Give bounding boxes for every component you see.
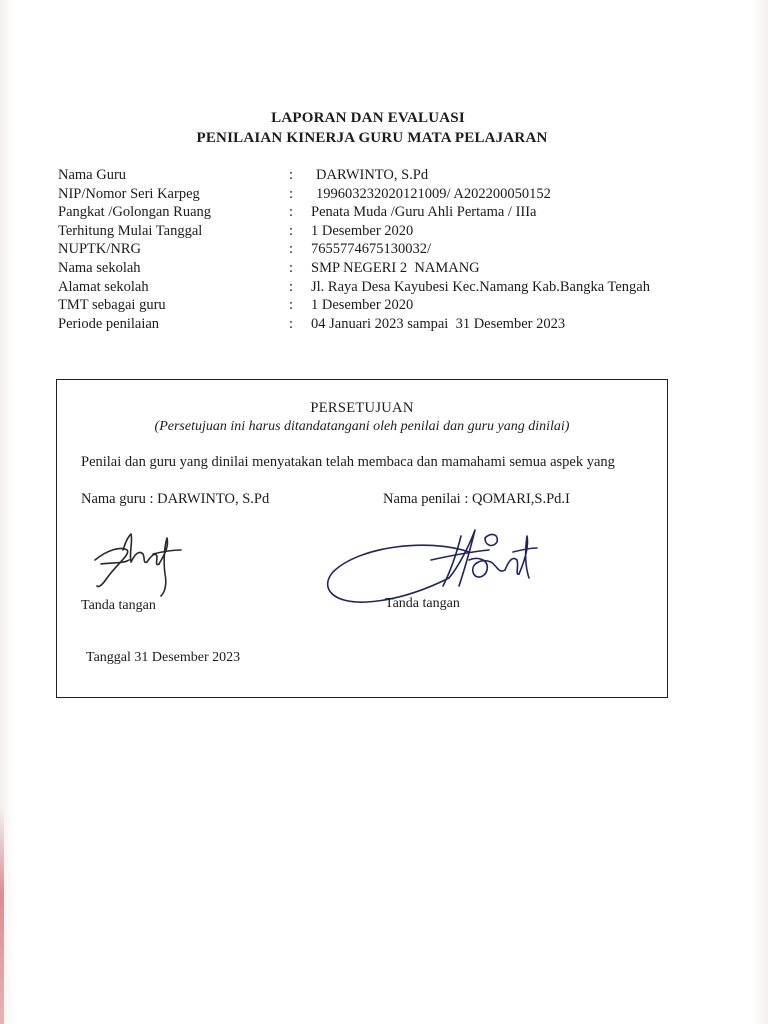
info-separator: : xyxy=(289,315,294,332)
info-value: 7655774675130032/ xyxy=(311,241,432,258)
info-label: TMT sebagai guru xyxy=(58,297,166,314)
info-row-nama-sekolah xyxy=(58,259,718,278)
info-row-nip xyxy=(58,185,718,204)
info-row-tmt-mulai xyxy=(58,222,718,241)
approval-statement: Penilai dan guru yang dinilai menyatakan telah membaca dan mamahami semua aspek yang xyxy=(81,454,615,470)
info-row-nuptk xyxy=(58,240,718,259)
info-row-nama-guru xyxy=(58,166,718,185)
info-value: 04 Januari 2023 sampai 31 Desember 2023 xyxy=(311,315,566,332)
info-label: NUPTK/NRG xyxy=(58,241,141,258)
info-value: 1 Desember 2020 xyxy=(311,297,414,314)
info-row-alamat-sekolah xyxy=(58,278,718,297)
info-label: NIP/Nomor Seri Karpeg xyxy=(58,185,200,202)
penilai-name: Nama penilai : QOMARI,S.Pd.I xyxy=(383,491,570,507)
info-separator: : xyxy=(289,204,294,221)
penilai-signature-label: Tanda tangan xyxy=(385,596,460,611)
info-separator: : xyxy=(289,167,294,183)
approval-title: PERSETUJUAN xyxy=(310,400,414,416)
info-separator: : xyxy=(289,259,294,276)
info-separator: : xyxy=(289,222,294,239)
page-edge-mark xyxy=(0,808,4,1024)
info-separator: : xyxy=(289,297,294,314)
info-row-pangkat xyxy=(58,203,718,222)
info-separator: : xyxy=(289,185,294,202)
info-value: Jl. Raya Desa Kayubesi Kec.Namang Kab.Bangka Tengah xyxy=(311,278,650,295)
info-value: Penata Muda /Guru Ahli Pertama / IIIa xyxy=(311,204,537,221)
info-row-periode xyxy=(58,315,718,334)
info-separator: : xyxy=(289,278,294,295)
info-label: Terhitung Mulai Tanggal xyxy=(58,222,203,239)
info-value: 199603232020121009/ A202200050152 xyxy=(316,185,551,202)
approval-note: (Persetujuan ini harus ditandatangani oleh penilai dan guru yang dinilai) xyxy=(154,419,570,434)
info-label: Alamat sekolah xyxy=(58,278,149,295)
guru-signature-label: Tanda tangan xyxy=(81,598,156,613)
approval-box xyxy=(56,379,668,698)
info-value: DARWINTO, S.Pd xyxy=(316,167,429,183)
info-row-tmt-guru xyxy=(58,296,718,315)
info-value: 1 Desember 2020 xyxy=(311,222,414,239)
guru-signature xyxy=(87,520,197,598)
info-separator: : xyxy=(289,241,294,258)
info-label: Nama sekolah xyxy=(58,259,141,276)
info-label: Periode penilaian xyxy=(58,315,160,332)
info-label: Nama Guru xyxy=(58,167,127,183)
teacher-info-list xyxy=(58,166,718,333)
info-value: SMP NEGERI 2 NAMANG xyxy=(311,259,480,276)
document-title-line2: PENILAIAN KINERJA GURU MATA PELAJARAN xyxy=(196,130,548,146)
approval-date: Tanggal 31 Desember 2023 xyxy=(86,650,241,665)
guru-name: Nama guru : DARWINTO, S.Pd xyxy=(81,491,270,507)
info-label: Pangkat /Golongan Ruang xyxy=(58,204,212,221)
document-title-line1: LAPORAN DAN EVALUASI xyxy=(271,110,465,126)
